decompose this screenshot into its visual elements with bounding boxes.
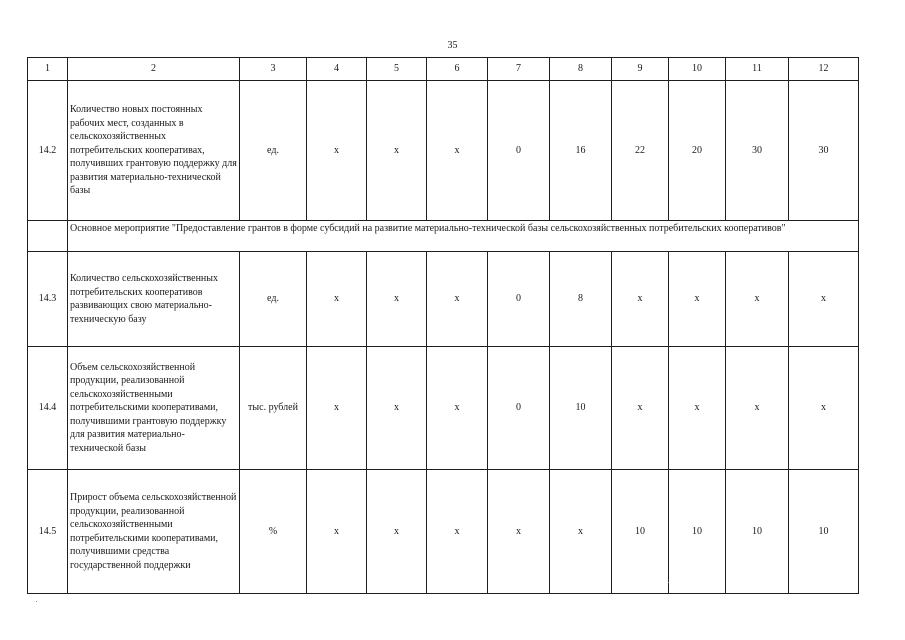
value-cell: х <box>367 252 427 347</box>
value-cell: х <box>427 252 488 347</box>
value-cell: х <box>367 470 427 594</box>
column-number: 1 <box>28 58 68 81</box>
indicator-name: Объем сельскохозяйственной продукции, реализованной сельскохозяйственными потребительскими кооперативами, получившими грантовую поддержку для развития материально-технической базы <box>68 347 240 470</box>
column-number: 8 <box>550 58 612 81</box>
column-number: 3 <box>240 58 307 81</box>
value-cell: 0 <box>488 347 550 470</box>
value-cell: х <box>726 252 789 347</box>
indicators-table <box>27 57 859 594</box>
scan-speck <box>668 582 669 583</box>
value-cell: 10 <box>789 470 859 594</box>
value-cell: х <box>307 252 367 347</box>
value-cell: 0 <box>488 252 550 347</box>
value-cell: 10 <box>669 470 726 594</box>
column-number: 2 <box>68 58 240 81</box>
unit-cell: ед. <box>240 252 307 347</box>
value-cell: х <box>427 81 488 221</box>
value-cell: х <box>307 347 367 470</box>
value-cell: х <box>307 470 367 594</box>
header-row <box>28 58 859 81</box>
column-number: 9 <box>612 58 669 81</box>
value-cell: х <box>307 81 367 221</box>
column-number: 10 <box>669 58 726 81</box>
section-title: Основное мероприятие "Предоставление грантов в форме субсидий на развитие материально-технической базы сельскохозяйственных потребительских кооперативов" <box>68 221 859 252</box>
value-cell: х <box>488 470 550 594</box>
value-cell: х <box>367 81 427 221</box>
value-cell: 20 <box>669 81 726 221</box>
table-row <box>28 81 859 221</box>
indicator-name: Прирост объема сельскохозяйственной продукции, реализованной сельскохозяйственными потребительскими кооперативами, получившими средства государственной поддержки <box>68 470 240 594</box>
value-cell: 22 <box>612 81 669 221</box>
table-row <box>28 252 859 347</box>
row-number <box>28 221 68 252</box>
value-cell: 30 <box>789 81 859 221</box>
value-cell: 16 <box>550 81 612 221</box>
section-row <box>28 221 859 252</box>
unit-cell: ед. <box>240 81 307 221</box>
value-cell: х <box>550 470 612 594</box>
row-number: 14.3 <box>28 252 68 347</box>
value-cell: х <box>669 252 726 347</box>
value-cell: х <box>612 347 669 470</box>
column-number: 12 <box>789 58 859 81</box>
unit-cell: % <box>240 470 307 594</box>
value-cell: х <box>669 347 726 470</box>
row-number: 14.5 <box>28 470 68 594</box>
indicator-name: Количество новых постоянных рабочих мест, созданных в сельскохозяйственных потребительских кооперативах, получивших грантовую поддержку для развития материально-технической базы <box>68 81 240 221</box>
value-cell: 10 <box>550 347 612 470</box>
table-row <box>28 470 859 594</box>
value-cell: 30 <box>726 81 789 221</box>
value-cell: х <box>789 252 859 347</box>
value-cell: х <box>367 347 427 470</box>
value-cell: х <box>427 347 488 470</box>
table-row <box>28 347 859 470</box>
column-number: 4 <box>307 58 367 81</box>
indicator-name: Количество сельскохозяйственных потребительских кооперативов развивающих свою материально-техническую базу <box>68 252 240 347</box>
scan-speck <box>36 601 37 602</box>
value-cell: 10 <box>612 470 669 594</box>
column-number: 7 <box>488 58 550 81</box>
column-number: 11 <box>726 58 789 81</box>
column-number: 5 <box>367 58 427 81</box>
column-number: 6 <box>427 58 488 81</box>
row-number: 14.2 <box>28 81 68 221</box>
value-cell: х <box>427 470 488 594</box>
row-number: 14.4 <box>28 347 68 470</box>
value-cell: 8 <box>550 252 612 347</box>
value-cell: х <box>612 252 669 347</box>
value-cell: х <box>726 347 789 470</box>
unit-cell: тыс. рублей <box>240 347 307 470</box>
page-number: 35 <box>447 40 458 51</box>
value-cell: х <box>789 347 859 470</box>
value-cell: 0 <box>488 81 550 221</box>
value-cell: 10 <box>726 470 789 594</box>
